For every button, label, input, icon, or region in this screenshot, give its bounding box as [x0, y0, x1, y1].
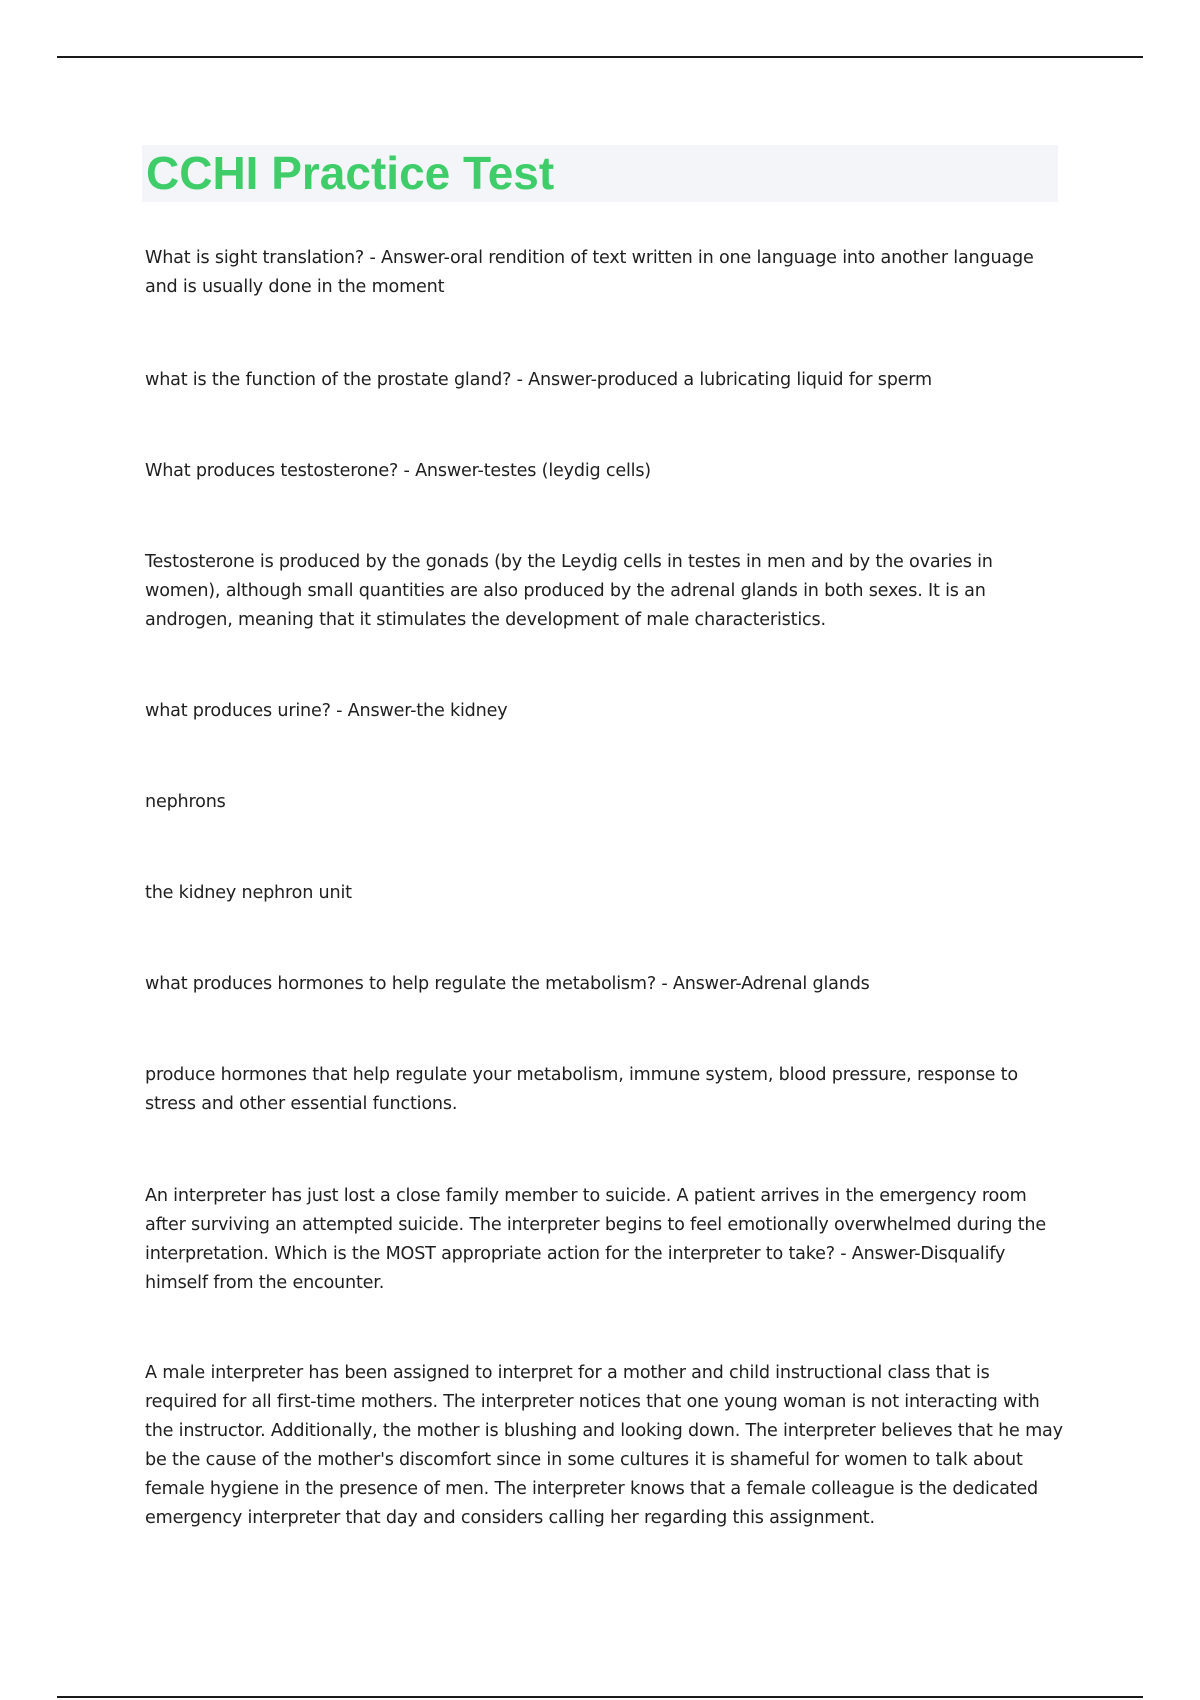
qa-paragraph-testosterone: What produces testosterone? - Answer-testes (leydig cells)	[145, 461, 651, 481]
paragraph-nephron-unit: the kidney nephron unit	[145, 883, 352, 903]
paragraph-nephrons: nephrons	[145, 792, 226, 812]
paragraph-testosterone-explanation: Testosterone is produced by the gonads (by the Leydig cells in testes in men and by the ovaries in women), although small quantities are also produced by the adrenal glands in both sexes. It is an androgen, meaning that it stimulates the development of male characteristics.	[145, 552, 993, 630]
paragraph-adrenal-explanation: produce hormones that help regulate your metabolism, immune system, blood pressure, response to stress and other essential functions.	[145, 1065, 1018, 1114]
qa-paragraph-urine: what produces urine? - Answer-the kidney	[145, 701, 508, 721]
paragraph-male-interpreter-scenario: A male interpreter has been assigned to interpret for a mother and child instructional class that is required for all first-time mothers. The interpreter notices that one young woman is not interacting with the instructor. Additionally, the mother is blushing and looking down. The interpreter believes that he may be the cause of the mother's discomfort since in some cultures it is shameful for women to talk about female hygiene in the presence of men. The interpreter knows that a female colleague is the dedicated emergency interpreter that day and considers calling her regarding this assignment.	[145, 1363, 1063, 1528]
header-rule	[57, 56, 1143, 58]
qa-paragraph-adrenal: what produces hormones to help regulate the metabolism? - Answer-Adrenal glands	[145, 974, 870, 994]
footer-rule	[57, 1696, 1143, 1698]
qa-paragraph-prostate: what is the function of the prostate gland? - Answer-produced a lubricating liquid for sperm	[145, 370, 932, 390]
document-title: CCHI Practice Test	[146, 147, 555, 199]
qa-paragraph-sight-translation: What is sight translation? - Answer-oral rendition of text written in one language into another language and is usually done in the moment	[145, 248, 1034, 297]
qa-paragraph-interpreter-suicide: An interpreter has just lost a close family member to suicide. A patient arrives in the emergency room after surviving an attempted suicide. The interpreter begins to feel emotionally overwhelmed during the interpretation. Which is the MOST appropriate action for the interpreter to take? - Answer-Disqualify himself from the encounter.	[145, 1186, 1046, 1293]
